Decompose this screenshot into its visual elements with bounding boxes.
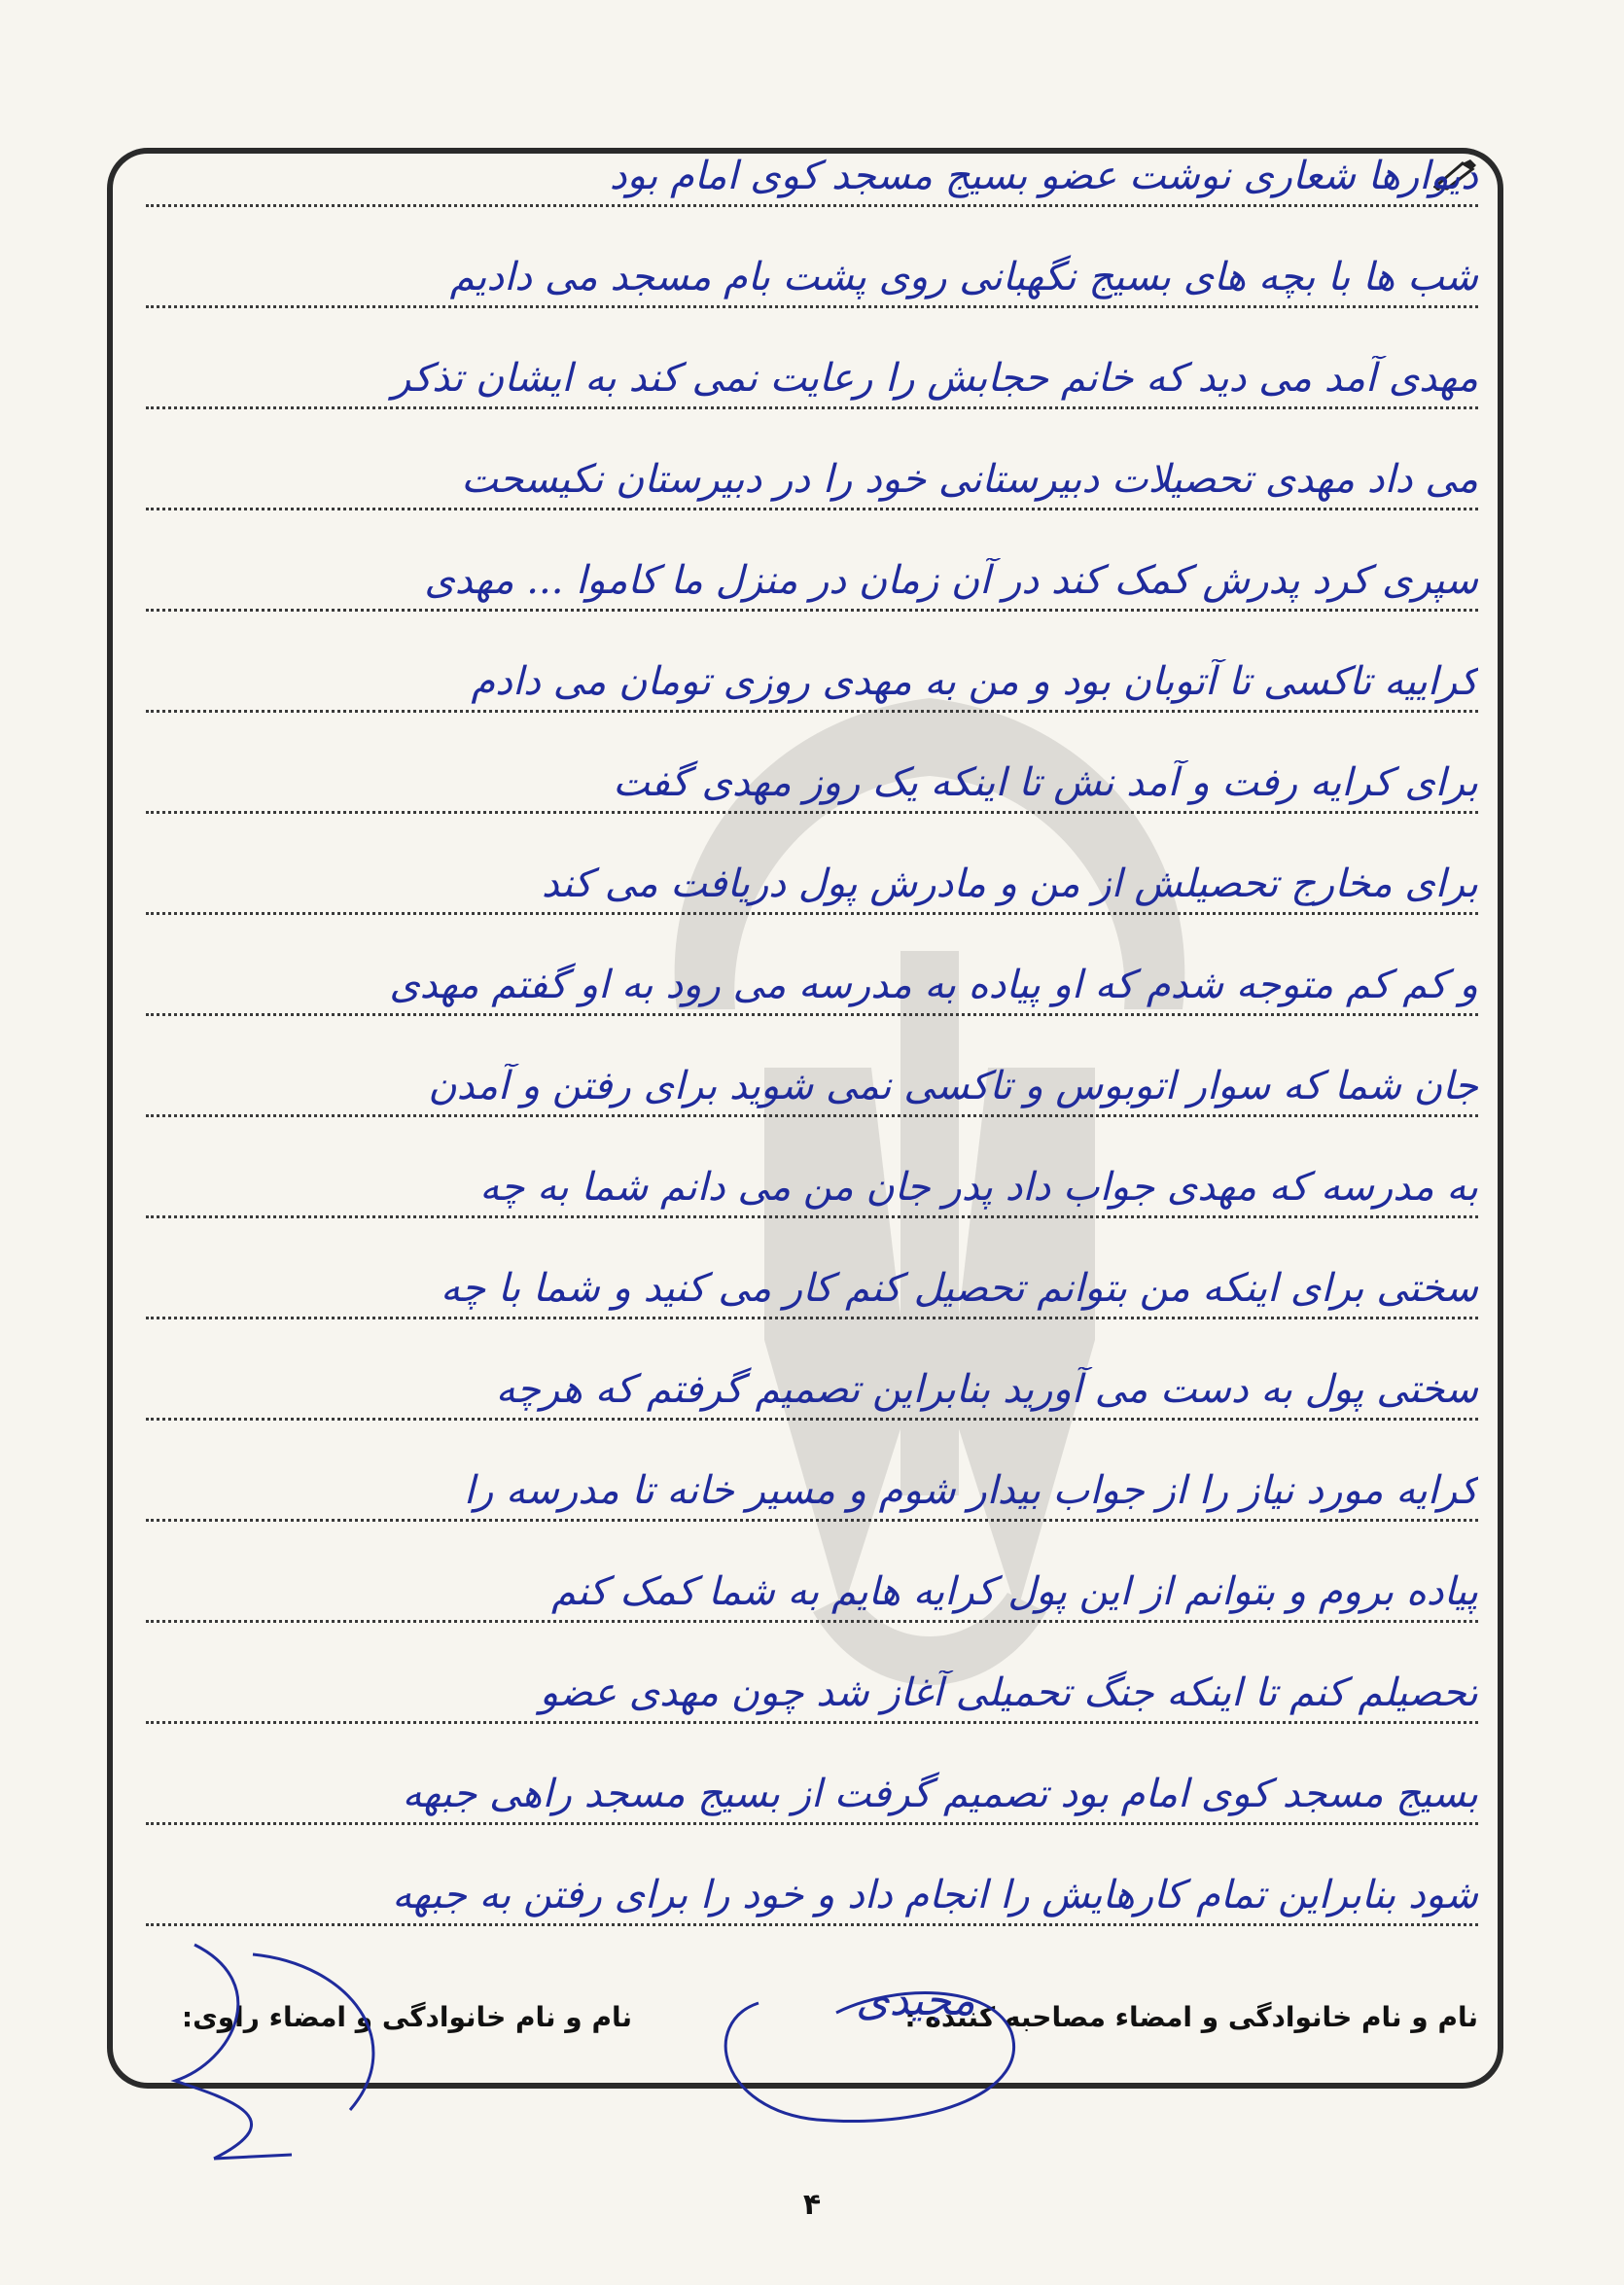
handwritten-line: می داد مهدی تحصیلات دبیرستانی خود را در دبیرستان نکیسحت [461, 457, 1478, 502]
text-line [146, 1670, 1478, 1724]
handwritten-line: کراییه تاکسی تا آتوبان بود و من به مهدی روزی تومان می دادم [471, 659, 1478, 704]
text-line [146, 1064, 1478, 1117]
handwritten-line: شود بنابراین تمام کارهایش را انجام داد و خود را برای رفتن به جبهه [392, 1873, 1478, 1917]
text-line [146, 1266, 1478, 1319]
handwritten-line: پیاده بروم و بتوانم از این پول کرایه هایم به شما کمک کنم [550, 1569, 1478, 1614]
page-number: ۴ [802, 2188, 822, 2222]
text-line [146, 255, 1478, 308]
handwritten-line: بسیج مسجد کوی امام بود تصمیم گرفت از بسیج مسجد راهی جبهه [402, 1772, 1478, 1816]
text-line [146, 457, 1478, 510]
handwritten-line: برای کرایه رفت و آمد نش تا اینکه یک روز مهدی گفت [613, 760, 1478, 805]
handwritten-line: سختی پول به دست می آورید بنابراین تصمیم گرفتم که هرچه [495, 1367, 1478, 1412]
text-line [146, 861, 1478, 915]
text-line [146, 659, 1478, 713]
handwritten-line: جان شما که سوار اتوبوس و تاکسی نمی شوید برای رفتن و آمدن [428, 1064, 1478, 1108]
handwritten-line: کرایه مورد نیاز را از جواب بیدار شوم و مسیر خانه تا مدرسه را [463, 1468, 1478, 1513]
handwritten-line: دیوارها شعاری نوشت عضو بسیج مسجد کوی امام بود [609, 154, 1478, 198]
handwritten-line: برای مخارج تحصیلش از من و مادرش پول دریافت می کند [541, 861, 1478, 906]
text-line [146, 1367, 1478, 1421]
handwritten-line: تحصیلم کنم تا اینکه جنگ تحمیلی آغاز شد چون مهدی عضو [539, 1670, 1478, 1715]
handwritten-line: سختی برای اینکه من بتوانم تحصیل کنم کار می کنید و شما با چه [441, 1266, 1478, 1311]
text-line [146, 1165, 1478, 1218]
handwritten-line: سپری کرد پدرش کمک کند در آن زمان در منزل ما کاموا ... مهدی [424, 558, 1478, 603]
text-line [146, 558, 1478, 612]
text-line [146, 1468, 1478, 1522]
signature-scribble [156, 1925, 1147, 2178]
text-line [146, 154, 1478, 207]
handwritten-line: به مدرسه که مهدی جواب داد پدر جان من می دانم شما به چه [479, 1165, 1478, 1210]
text-line [146, 760, 1478, 814]
handwritten-line: شب ها با بچه های بسیج نگهبانی روی پشت بام مسجد می دادیم [449, 255, 1478, 299]
text-line [146, 1569, 1478, 1623]
narrator-signature-label: نام و نام خانوادگی و امضاء راوی: [181, 2001, 632, 2033]
text-line [146, 963, 1478, 1016]
text-line [146, 356, 1478, 409]
handwritten-line: مهدی آمد می دید که خانم حجابش را رعایت نمی کند به ایشان تذکر [392, 356, 1478, 401]
interviewer-signature-name: مجیدی [856, 1976, 975, 2025]
text-line [146, 1772, 1478, 1825]
handwritten-line: و کم کم متوجه شدم که او پیاده به مدرسه می رود به او گفتم مهدی [389, 963, 1478, 1007]
interviewer-signature-label: نام و نام خانوادگی و امضاء مصاحبه کننده : [904, 2001, 1478, 2033]
